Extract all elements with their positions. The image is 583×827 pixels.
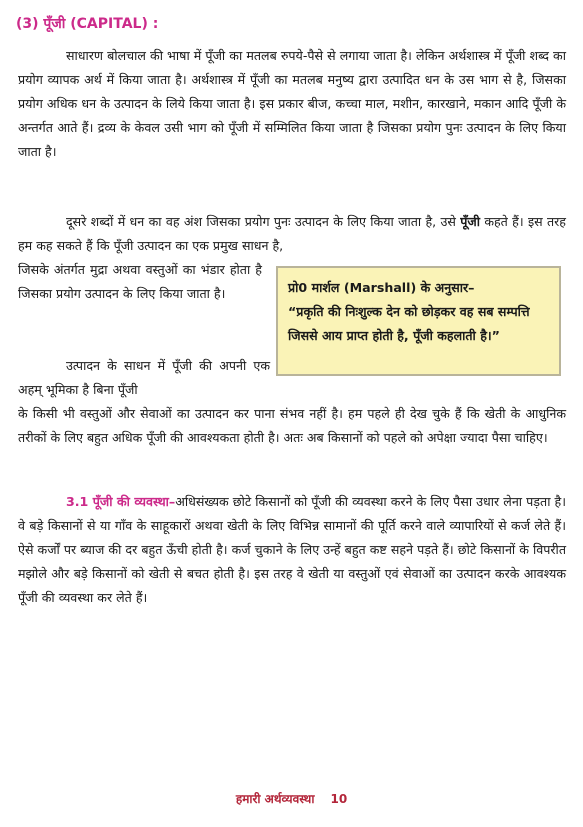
- paragraph-capital-store: जिसके अंतर्गत मुद्रा अथवा वस्तुओं का भंडार होता है जिसका प्रयोग उत्पादन के लिए किया जाता है।: [18, 262, 262, 301]
- page-number: 10: [330, 792, 348, 806]
- para2-after: कहते हैं। इस तरह हम कह सकते हैं कि पूँजी उत्पादन का एक प्रमुख साधन है,: [18, 214, 566, 253]
- quote-text: “प्रकृति की निःशुल्क देन को छोड़कर वह सब सम्पत्ति जिससे आय प्राप्त होती है, पूँजी कहलाती है।”: [288, 304, 530, 343]
- para2-before: दूसरे शब्दों में धन का वह अंश जिसका प्रयोग पुनः उत्पादन के लिए किया जाता है, उसे: [66, 214, 461, 229]
- subsection-body: अधिसंख्यक छोटे किसानों को पूँजी की व्यवस्था करने के लिए पैसा उधार लेना पड़ता है। वे बड़े किसानों से या गाँव के साहूकारों अथवा खेती के लिए विभिन्न सामानों की पूर्ति करने वाले व्यापारियों से कर्ज लेते हैं। ऐसे कर्जों पर ब्याज की दर बहुत ऊँची होती है। कर्ज चुकाने के लिए उन्हें बहुत कष्ट सहने पड़ते हैं। छोटे किसानों के विपरीत मझोले और बड़े किसानों को खेती से बचत होती है। इस तरह वे खेती या वस्तुओं एवं सेवाओं का उत्पादन करके आवश्यक पूँजी की व्यवस्था कर लेते हैं।: [18, 494, 566, 605]
- footer-book-title: हमारी अर्थव्यवस्था: [235, 792, 315, 806]
- section-heading: (3) पूँजी (CAPITAL) :: [16, 16, 159, 32]
- paragraph-capital-definition: साधारण बोलचाल की भाषा में पूँजी का मतलब रुपये-पैसे से लगाया जाता है। लेकिन अर्थशास्त्र में पूँजी शब्द का प्रयोग व्यापक अर्थ में किया जाता है। अर्थशास्त्र में पूँजी का मतलब मनुष्य द्वारा उत्पादित धन के उस भाग से है, जिसका प्रयोग अधिक धन के उत्पादन के लिये किया जाता है। इस प्रकार बीज, कच्चा माल, मशीन, कारखाने, मकान आदि पूँजी के अन्तर्गत आते हैं। द्रव्य के केवल उसी भाग को पूँजी में सम्मिलित किया जाता है जिसका प्रयोग पुनः उत्पादन के लिए किया जाता है।: [18, 48, 566, 159]
- marshall-quote-box: [276, 266, 561, 376]
- quote-attribution: प्रो0 मार्शल (Marshall) के अनुसार–: [288, 280, 475, 295]
- subsection-title: 3.1 पूँजी की व्यवस्था–: [66, 494, 176, 509]
- paragraph-capital-other-words: [18, 210, 566, 258]
- paragraph-capital-role-rest: के किसी भी वस्तुओं और सेवाओं का उत्पादन कर पाना संभव नहीं है। हम पहले ही देख चुके हैं कि खेती के आधुनिक तरीकों के लिए बहुत अधिक पूँजी की आवश्यकता होती है। अतः अब किसानों को पहले को अपेक्षा ज्यादा पैसा चाहिए।: [18, 406, 566, 445]
- para2-bold-term: पूँजी: [460, 214, 480, 229]
- paragraph-capital-role-start: उत्पादन के साधन में पूँजी की अपनी एक अहम् भूमिका है बिना पूँजी: [18, 358, 270, 397]
- page-footer: [0, 790, 583, 807]
- paragraph-capital-arrangement: [18, 490, 566, 610]
